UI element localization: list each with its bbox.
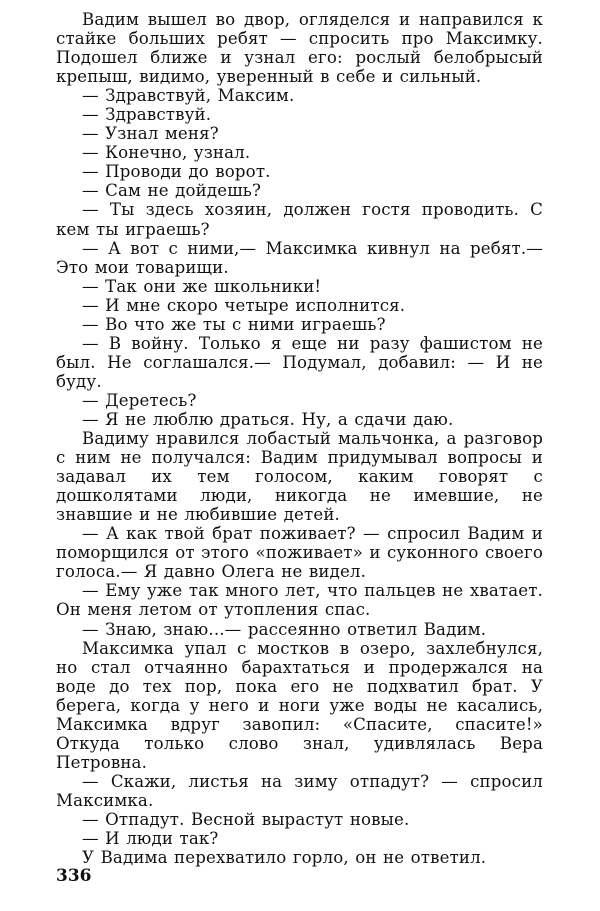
dialogue-line: — Ему уже так много лет, что пальцев не хватает. Он меня летом от утопления спас. bbox=[56, 581, 543, 620]
dialogue-line: — И мне скоро четыре исполнится. bbox=[82, 295, 406, 315]
dialogue-line: — Так они же школьники! bbox=[82, 276, 322, 296]
book-page-text bbox=[56, 10, 543, 867]
narrative-paragraph: У Вадима перехватило горло, он не ответил. bbox=[82, 848, 487, 868]
dialogue-line: — Узнал меня? bbox=[82, 124, 219, 144]
dialogue-line: — Деретесь? bbox=[82, 390, 197, 410]
dialogue-line: — Сам не дойдешь? bbox=[82, 181, 262, 201]
dialogue-line: — В войну. Только я еще ни разу фашистом не был. Не соглашался.— Подумал, добавил: — И не буду. bbox=[56, 333, 543, 391]
dialogue-line: — Отпадут. Весной вырастут новые. bbox=[82, 809, 410, 829]
dialogue-line: — И люди так? bbox=[82, 829, 219, 849]
dialogue-line: — Скажи, листья на зиму отпадут? — спросил Максимка. bbox=[56, 771, 543, 810]
dialogue-line: — Здравствуй, Максим. bbox=[82, 86, 295, 106]
narrative-paragraph: Вадиму нравился лобастый мальчонка, а разговор с ним не получался: Вадим придумывал вопросы и задавал их тем голосом, каким говорят с дошколятами люди, никогда не имевшие, не знавшие и не любившие детей. bbox=[56, 429, 543, 525]
dialogue-line: — А как твой брат поживает? — спросил Вадим и поморщился от этого «поживает» и суконного своего голоса.— Я давно Олега не видел. bbox=[56, 524, 543, 582]
dialogue-line: — А вот с ними,— Максимка кивнул на ребят.— Это мои товарищи. bbox=[56, 238, 543, 277]
dialogue-line: — Знаю, знаю...— рассеянно ответил Вадим. bbox=[82, 619, 487, 639]
narrative-paragraph: Максимка упал с мостков в озеро, захлебнулся, но стал отчаянно барахтаться и продержался на воде до тех пор, пока его не подхватил брат. У берега, когда у него и ноги уже воды не касались, Максимка вдруг завопил: «Спасите, спасите!» Откуда только слово знал, удивлялась Вера Петровна. bbox=[56, 638, 543, 772]
dialogue-line: — Я не люблю драться. Ну, а сдачи даю. bbox=[82, 409, 454, 429]
dialogue-line: — Ты здесь хозяин, должен гостя проводить. С кем ты играешь? bbox=[56, 200, 543, 239]
dialogue-line: — Конечно, узнал. bbox=[82, 143, 251, 163]
paragraph-intro: Вадим вышел во двор, огляделся и направился к стайке больших ребят — спросить про Максимку. Подошел ближе и узнал его: рослый белобрысый крепыш, видимо, уверенный в себе и сильный. bbox=[56, 10, 543, 87]
dialogue-line: — Здравствуй. bbox=[82, 105, 212, 125]
page-number: 336 bbox=[56, 866, 92, 886]
dialogue-line: — Проводи до ворот. bbox=[82, 162, 271, 182]
dialogue-line: — Во что же ты с ними играешь? bbox=[82, 314, 386, 334]
